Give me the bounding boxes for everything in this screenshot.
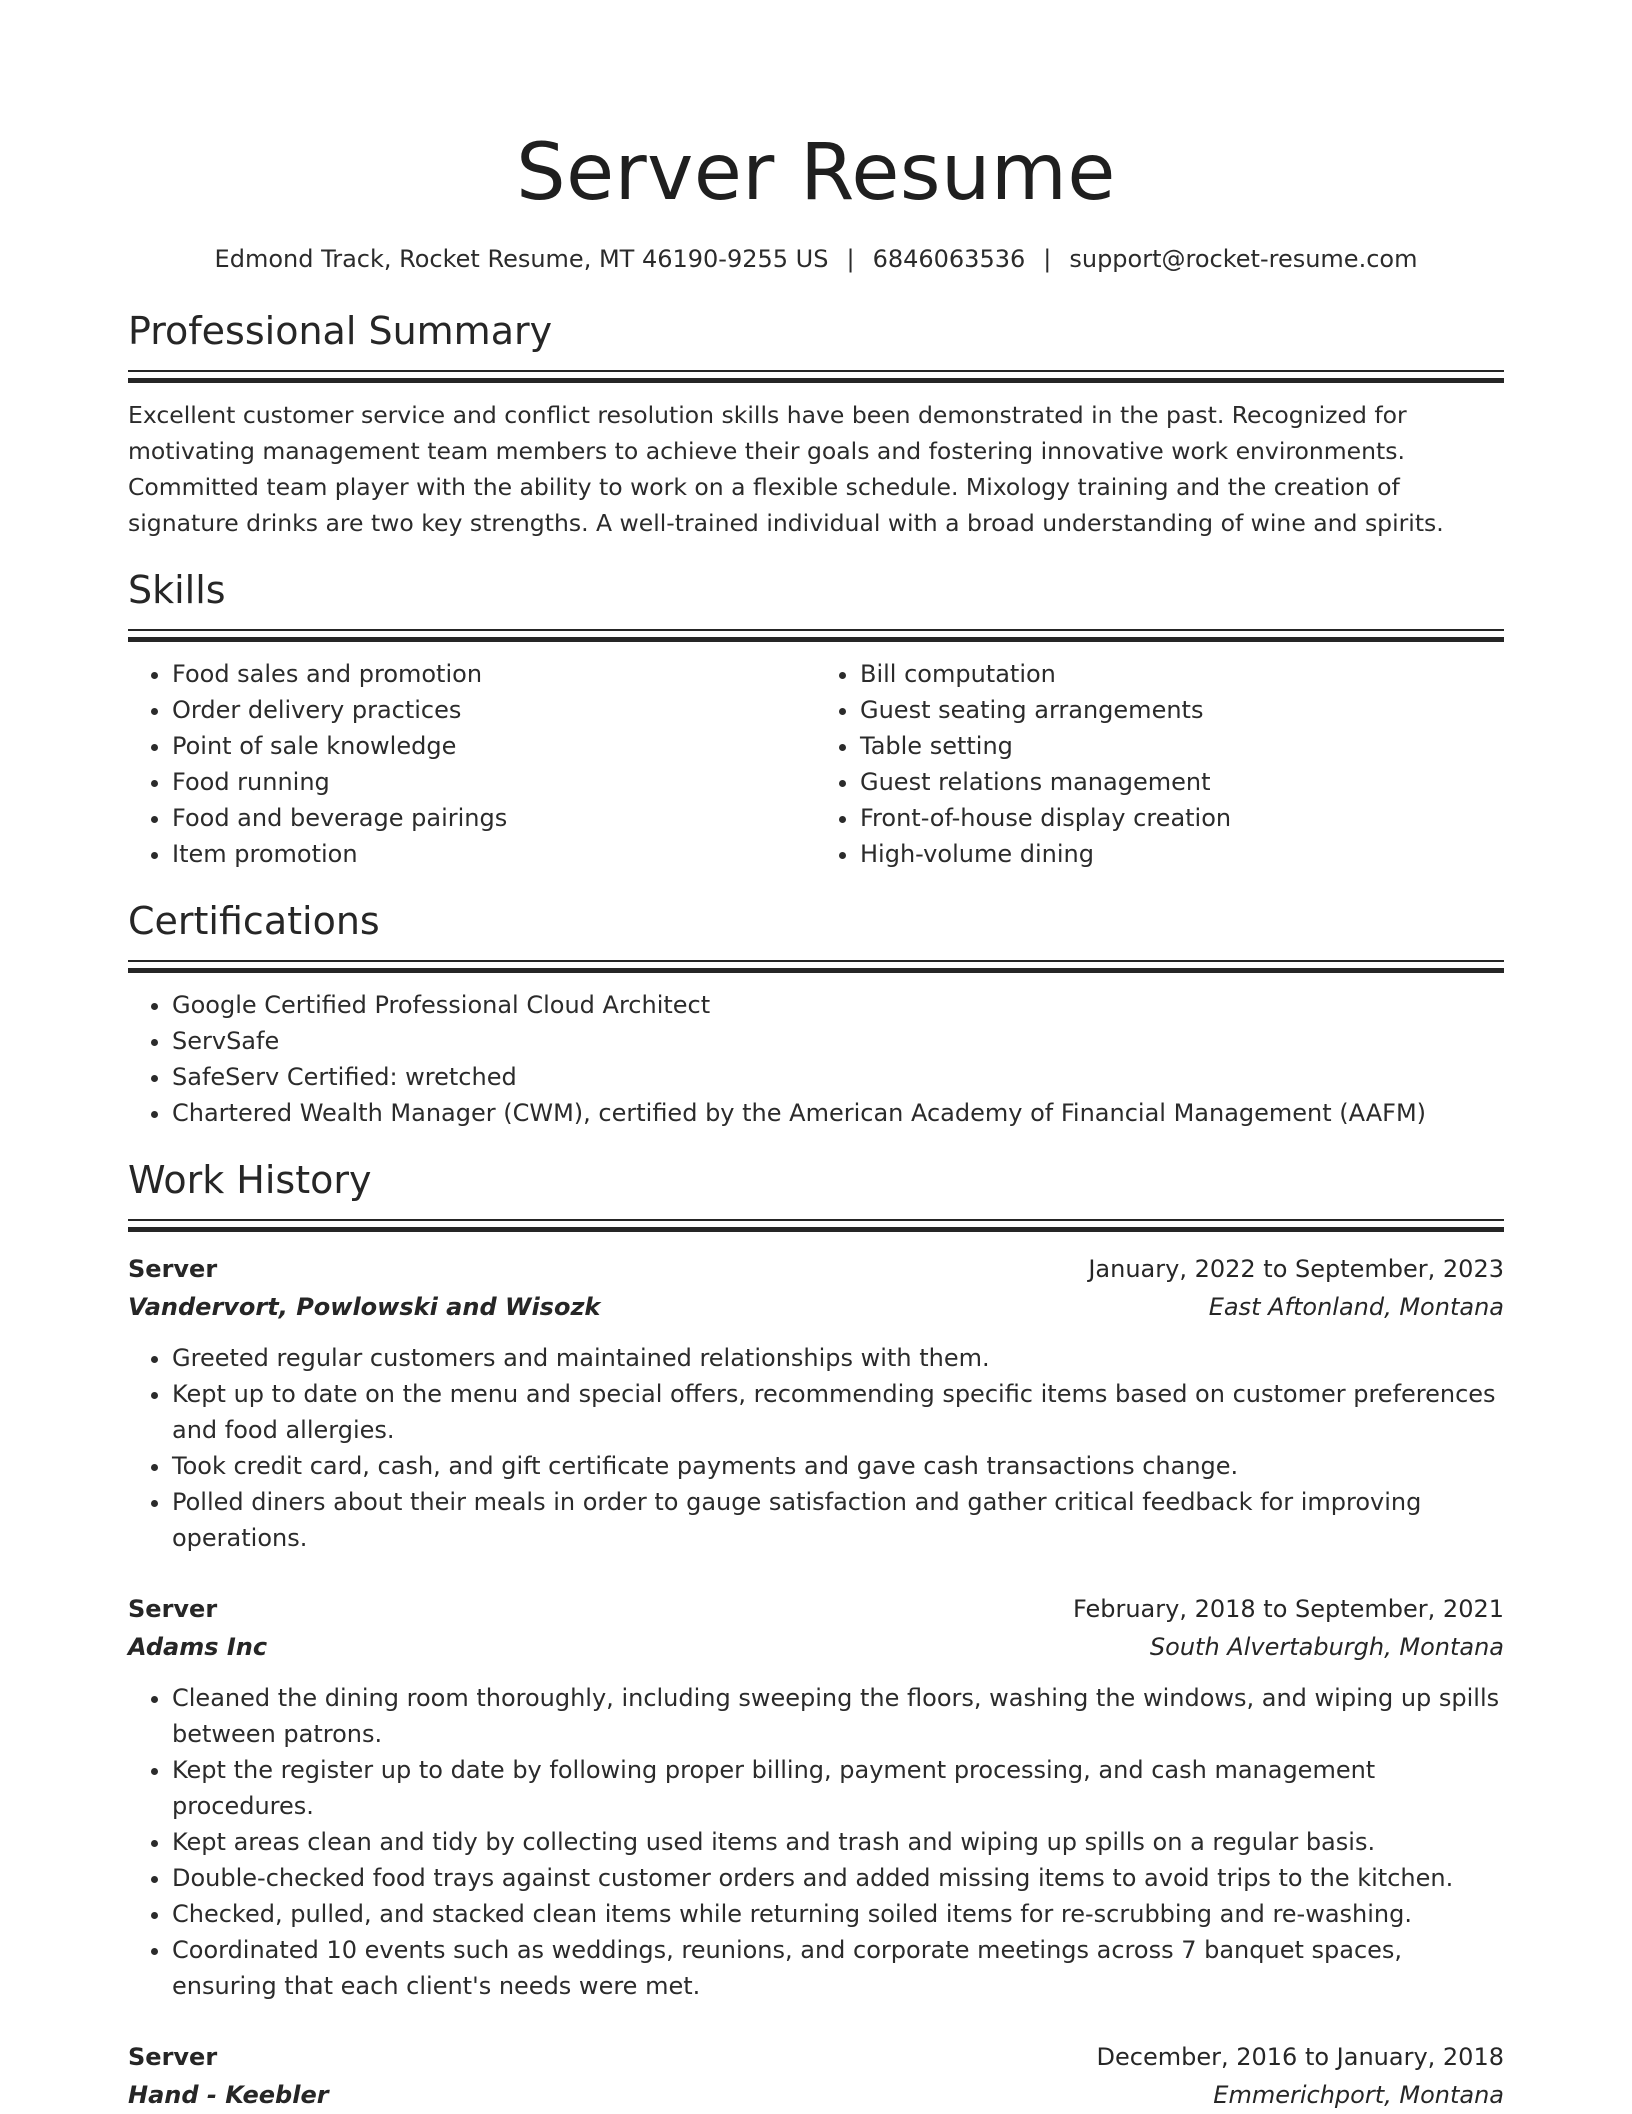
job-bullets [128, 1340, 1504, 1556]
skill-item: • Guest relations management [860, 764, 1504, 800]
contact-phone: 6846063536 [872, 245, 1026, 273]
certification-item: • ServSafe [172, 1023, 1504, 1059]
skills-columns [128, 656, 1504, 872]
contact-address: Edmond Track, Rocket Resume, MT 46190-9255 US [214, 245, 829, 273]
job-title: Server [128, 2043, 218, 2071]
job-bullet: • Coordinated 10 events such as weddings, reunions, and corporate meetings across 7 banquet spaces, ensuring that each client's needs were met. [172, 1932, 1504, 2004]
job-bullet: • Checked, pulled, and stacked clean items while returning soiled items for re-scrubbing and re-washing. [172, 1896, 1504, 1932]
job-location: East Aftonland, Montana [1208, 1293, 1504, 1321]
section-title-summary: Professional Summary [128, 309, 553, 353]
job-bullet: • Double-checked food trays against customer orders and added missing items to avoid trips to the kitchen. [172, 1860, 1504, 1896]
skill-item: • Item promotion [172, 836, 816, 872]
skill-item: • High-volume dining [860, 836, 1504, 872]
certification-item: • Google Certified Professional Cloud Architect [172, 987, 1504, 1023]
job-bullet: • Greeted regular customers and maintained relationships with them. [172, 1340, 1504, 1376]
job-bullet: • Polled diners about their meals in order to gauge satisfaction and gather critical feedback for improving operations. [172, 1484, 1504, 1556]
job-subheader [128, 1628, 1504, 1666]
summary-text: Excellent customer service and conflict resolution skills have been demonstrated in the past. Recognized for motivating management team members to achieve their goals and fostering innovative work environments. Committed team player with the ability to work on a flexible schedule. Mixology training and the creation of signature drinks are two key strengths. A well-trained individual with a broad understanding of wine and spirits. [128, 401, 1444, 537]
contact-separator: | [846, 245, 855, 273]
skill-item: • Food and beverage pairings [172, 800, 816, 836]
certifications-list [128, 987, 1504, 1131]
skills-list-left [128, 656, 816, 872]
skill-item: • Bill computation [860, 656, 1504, 692]
skill-item: • Order delivery practices [172, 692, 816, 728]
job-header [128, 1250, 1504, 1288]
skill-item: • Front-of-house display creation [860, 800, 1504, 836]
section-title-certifications: Certifications [128, 899, 380, 943]
resume-title: Server Resume [516, 128, 1116, 218]
job-bullet: • Took credit card, cash, and gift certificate payments and gave cash transactions change. [172, 1448, 1504, 1484]
skills-list-right [816, 656, 1504, 872]
job-bullet: • Kept up to date on the menu and special offers, recommending specific items based on customer preferences and food allergies. [172, 1376, 1504, 1448]
job-bullet: • Kept areas clean and tidy by collecting used items and trash and wiping up spills on a regular basis. [172, 1824, 1504, 1860]
skill-item: • Guest seating arrangements [860, 692, 1504, 728]
contact-separator: | [1043, 245, 1052, 273]
skill-item: • Point of sale knowledge [172, 728, 816, 764]
contact-email: support@rocket-resume.com [1069, 245, 1418, 273]
section-rule [128, 370, 1504, 383]
job-company: Hand - Keebler [128, 2081, 329, 2109]
section-title-work-history: Work History [128, 1158, 372, 1202]
job-entry [128, 2038, 1504, 2114]
certifications-section [128, 896, 1504, 1131]
job-dates: January, 2022 to September, 2023 [1088, 1255, 1504, 1283]
work-history-section [128, 1155, 1504, 2114]
job-bullet: • Kept the register up to date by following proper billing, payment processing, and cash management procedures. [172, 1752, 1504, 1824]
job-bullet: • Cleaned the dining room thoroughly, including sweeping the floors, washing the windows, and wiping up spills between patrons. [172, 1680, 1504, 1752]
summary-section [128, 306, 1504, 541]
skill-item: • Food sales and promotion [172, 656, 816, 692]
certification-item: • SafeServ Certified: wretched [172, 1059, 1504, 1095]
skill-item: • Food running [172, 764, 816, 800]
job-subheader [128, 2076, 1504, 2114]
contact-line [128, 242, 1504, 276]
job-entry [128, 1250, 1504, 1556]
section-rule [128, 1219, 1504, 1232]
job-company: Vandervort, Powlowski and Wisozk [128, 1293, 601, 1321]
section-rule [128, 960, 1504, 973]
certification-item: • Chartered Wealth Manager (CWM), certified by the American Academy of Financial Management (AAFM) [172, 1095, 1504, 1131]
job-bullets [128, 1680, 1504, 2004]
job-location: Emmerichport, Montana [1213, 2081, 1504, 2109]
resume-content [128, 118, 1504, 2114]
job-subheader [128, 1288, 1504, 1326]
skills-section [128, 565, 1504, 872]
skill-item: • Table setting [860, 728, 1504, 764]
section-rule [128, 629, 1504, 642]
job-company: Adams Inc [128, 1633, 268, 1661]
job-dates: February, 2018 to September, 2021 [1072, 1595, 1504, 1623]
job-header [128, 1590, 1504, 1628]
job-title: Server [128, 1255, 218, 1283]
job-dates: December, 2016 to January, 2018 [1096, 2043, 1504, 2071]
job-entry [128, 1590, 1504, 2004]
job-location: South Alvertaburgh, Montana [1149, 1633, 1504, 1661]
job-header [128, 2038, 1504, 2076]
job-title: Server [128, 1595, 218, 1623]
section-title-skills: Skills [128, 568, 226, 612]
